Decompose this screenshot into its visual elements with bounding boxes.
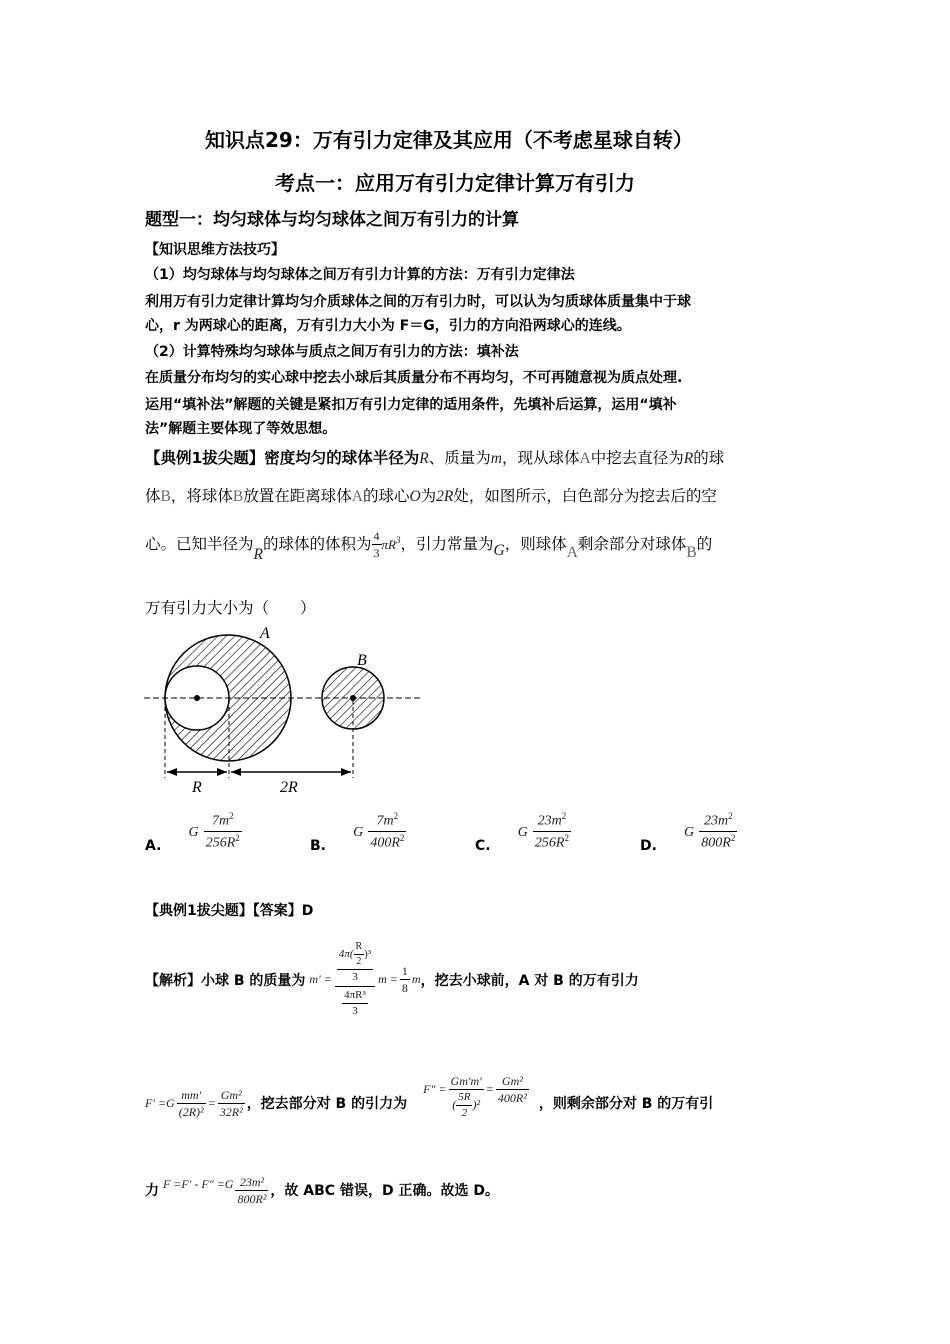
cavity-center-dot xyxy=(194,695,200,701)
method-1-title: （1）均匀球体与均匀球体之间万有引力计算的方法：万有引力定律法 xyxy=(145,267,575,283)
label-a: A xyxy=(260,625,270,642)
topic-heading: 题型一：均匀球体与均匀球体之间万有引力的计算 xyxy=(145,210,519,230)
method-2-title: （2）计算特殊均匀球体与质点之间万有引力的方法：填补法 xyxy=(145,344,519,360)
spheres-figure xyxy=(140,620,430,800)
option-d[interactable]: D. G $\frac{23m^2}{800R^2}$ xyxy=(640,811,736,854)
option-c[interactable]: C. G $\frac{23m^2}{256R^2}$ xyxy=(475,811,569,854)
method-2-line1: 在质量分布均匀的实心球中挖去小球后其质量分布不再均匀，不可再随意视为质点处理. xyxy=(145,370,683,386)
example-line-2: 体B，将球体B放置在距离球体A的球心O为2R处，如图所示，白色部分为挖去后的空 xyxy=(145,487,717,505)
method-2-line2: 运用“填补法”解题的关键是紧扣万有引力定律的适用条件，先填补后运算，运用“填补 xyxy=(145,397,677,413)
example-line-3: 心。已知半径为R的球体的体积为 $\frac{4}{3}$ $\pi R^3$，引力常量为G，则球体A剩余部分对球体B的 xyxy=(145,529,713,563)
page-title: 知识点29：万有引力定律及其应用（不考虑星球自转） xyxy=(205,128,693,152)
example-line-4: 万有引力大小为（ ） xyxy=(145,599,316,617)
section-heading: 考点一：应用万有引力定律计算万有引力 xyxy=(275,171,635,195)
option-b[interactable]: B. G $\frac{7m^2}{400R^2}$ xyxy=(310,811,405,854)
analysis-line-3: 力 F =F′ - F″ =G $\frac{\text{23m²}}{\text{800R²}}$ ，故 ABC 错误，D 正确。故选 D。 xyxy=(145,1174,499,1206)
analysis-line-1: 【解析】小球 B 的质量为 m′ = 4π( $\frac{R}{2}$ )³ 3 $\frac{\text{4πR³}}{3}$ m = $\frac{1}{8}$ m ，挖去小球前，A 对 B 的万有引力 xyxy=(145,941,639,1017)
analysis-line-2: F′ =G $\frac{mm'}{\text{(2R)²}}$ = $\frac{\text{Gm²}}{\text{32R²}}$ ，挖去部分对 B 的引力为 F″ = Gm′m′ ( $\frac{5R}{2}$ )² = $\frac{\text{Gm²}}{\text{400R²}}$ ，则剩余部分对 B 的万有引 xyxy=(145,1073,714,1119)
label-2r: 2R xyxy=(280,779,298,796)
method-2-line3: 法”解题主要体现了等效思想。 xyxy=(145,421,337,437)
label-r: R xyxy=(192,779,202,796)
option-a[interactable]: A. G $\frac{7m^2}{256R^2}$ xyxy=(145,811,240,854)
method-header: 【知识思维方法技巧】 xyxy=(145,242,285,258)
answer-line: 【典例1拔尖题】【答案】D xyxy=(145,903,314,919)
method-1-line1: 利用万有引力定律计算均匀介质球体之间的万有引力时，可以认为匀质球体质量集中于球 xyxy=(145,294,691,310)
label-b: B xyxy=(357,652,367,669)
example-line-1: 【典例1拔尖题】密度均匀的球体半径为R、质量为m，现从球体A中挖去直径为R的球 xyxy=(145,449,725,467)
method-1-line2: 心，r 为两球心的距离，万有引力大小为 F＝G，引力的方向沿两球心的连线。 xyxy=(145,318,631,334)
